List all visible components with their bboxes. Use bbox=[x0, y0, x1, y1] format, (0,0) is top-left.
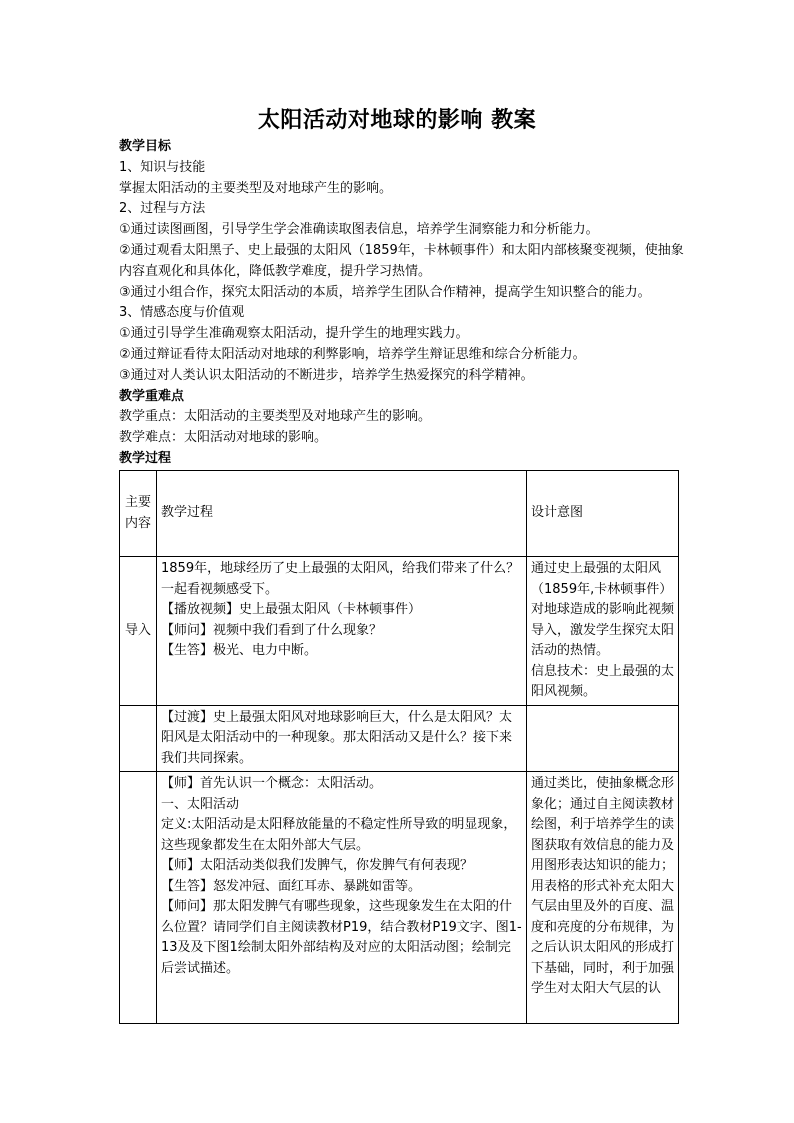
goals-heading: 教学目标 bbox=[119, 139, 172, 154]
key-point: 教学重点：太阳活动的主要类型及对地球产生的影响。 bbox=[119, 409, 432, 425]
process-line: 【师问】那太阳发脾气有哪些现象，这些现象发生在太阳的什么位置？请同学们自主阅读教材P19，结合教材P19文字、图1-13及及下图1绘制太阳外部结构及对应的太阳活动图；绘制完后尝试描述。 bbox=[161, 899, 522, 976]
header-process: 教学过程 bbox=[157, 471, 527, 557]
header-content: 主要内容 bbox=[120, 471, 157, 557]
table-row bbox=[120, 772, 679, 1024]
row-intent bbox=[527, 705, 679, 772]
k2-item-1: ①通过读图画图，引导学生学会准确读取图表信息，培养学生洞察能力和分析能力。 bbox=[119, 222, 599, 238]
intent-line: 通过史上最强的太阳风（1859年,卡林顿事件）对地球造成的影响此视频导入，激发学生探究太阳活动的热情。 bbox=[531, 561, 675, 658]
k2-item-3: ③通过小组合作，探究太阳活动的本质，培养学生团队合作精神，提高学生知识整合的能力。 bbox=[119, 284, 651, 300]
lesson-table bbox=[119, 470, 679, 1024]
intent-line: 信息技术：史上最强的太阳风视频。 bbox=[531, 663, 675, 699]
row-process bbox=[157, 705, 527, 772]
row-intent bbox=[527, 557, 679, 706]
header-intent: 设计意图 bbox=[527, 471, 679, 557]
k3-heading: 3、情感态度与价值观 bbox=[119, 305, 245, 321]
row-content bbox=[120, 705, 157, 772]
row-content bbox=[120, 772, 157, 1024]
difficult-point: 教学难点：太阳活动对地球的影响。 bbox=[119, 430, 328, 446]
table-row bbox=[120, 557, 679, 706]
row-content: 导入 bbox=[120, 557, 157, 706]
process-line: 【播放视频】史上最强太阳风（卡林顿事件） bbox=[161, 602, 422, 617]
process-line: 【生答】怒发冲冠、面红耳赤、暴跳如雷等。 bbox=[161, 878, 422, 894]
intent-line: 通过类比，使抽象概念形象化；通过自主阅读教材绘图，利于培养学生的读图获取有效信息的能力及用图形表达知识的能力；用表格的形式补充太阳大气层由里及外的百度、温度和亮度的分布规律，为之后认识太阳风的形成打下基础，同时，利于加强学生对太阳大气层的认 bbox=[531, 776, 674, 996]
table-header-row bbox=[120, 471, 679, 557]
row-intent bbox=[527, 772, 679, 1024]
document-title: 太阳活动对地球的影响 教案 bbox=[257, 108, 537, 133]
k2-item-2: ②通过观看太阳黑子、史上最强的太阳风（1859年，卡林顿事件）和太阳内部核聚变视频，使抽象内容直观化和具体化，降低教学难度，提升学习热情。 bbox=[119, 242, 684, 279]
k3-item-1: ①通过引导学生准确观察太阳活动，提升学生的地理实践力。 bbox=[119, 326, 469, 342]
key-heading: 教学重难点 bbox=[119, 388, 185, 404]
process-line: 【师】首先认识一个概念：太阳活动。 bbox=[161, 776, 383, 791]
process-line: 【师】太阳活动类似我们发脾气，你发脾气有何表现？ bbox=[161, 858, 474, 873]
process-line: 【生答】极光、电力中断。 bbox=[161, 643, 318, 658]
k1-text: 掌握太阳活动的主要类型及对地球产生的影响。 bbox=[119, 180, 393, 196]
table-row bbox=[120, 705, 679, 772]
process-line: 【师问】视频中我们看到了什么现象？ bbox=[161, 622, 383, 638]
k3-item-3: ③通过对人类认识太阳活动的不断进步，培养学生热爱探究的科学精神。 bbox=[119, 367, 534, 383]
document-body bbox=[119, 137, 685, 470]
k2-heading: 2、过程与方法 bbox=[119, 201, 206, 217]
row-process bbox=[157, 772, 527, 1024]
process-line: 1859年，地球经历了史上最强的太阳风，给我们带来了什么？一起看视频感受下。 bbox=[161, 561, 520, 597]
process-line: 【过渡】史上最强太阳风对地球影响巨大，什么是太阳风？太阳风是太阳活动中的一种现象。那太阳活动又是什么？接下来我们共同探索。 bbox=[161, 709, 513, 766]
process-line: 一、太阳活动 bbox=[161, 796, 240, 812]
row-process bbox=[157, 557, 527, 706]
process-heading: 教学过程 bbox=[119, 450, 172, 466]
k3-item-2: ②通过辩证看待太阳活动对地球的利弊影响，培养学生辩证思维和综合分析能力。 bbox=[119, 346, 586, 362]
k1-heading: 1、知识与技能 bbox=[119, 159, 206, 175]
process-line: 定义:太阳活动是太阳释放能量的不稳定性所导致的明显现象，这些现象都发生在太阳外部大气层。 bbox=[161, 817, 517, 853]
